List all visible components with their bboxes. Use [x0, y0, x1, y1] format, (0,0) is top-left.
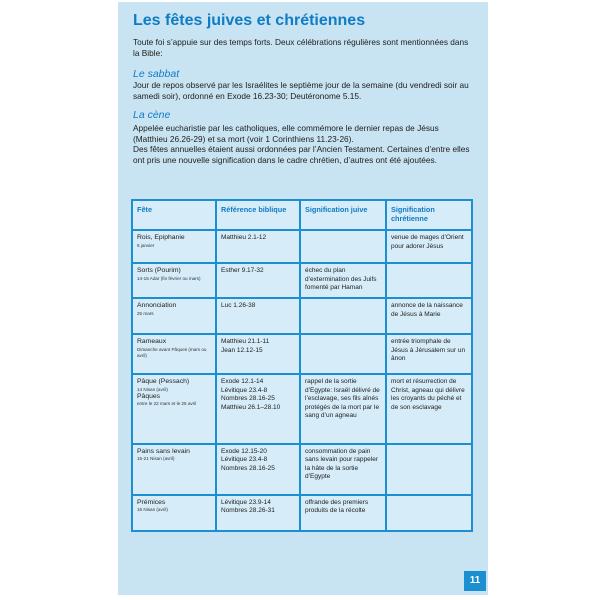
cell-reference: Esther 9.17-32 — [216, 263, 300, 298]
cell-fete — [132, 444, 216, 495]
cell-reference: Lévitique 23.9-14 Nombres 28.26-31 — [216, 495, 300, 531]
column-header-juive: Signification juive — [300, 200, 386, 230]
table-row — [132, 298, 472, 334]
table-body — [132, 230, 472, 531]
table-header-row — [132, 200, 472, 230]
feasts-table — [131, 199, 473, 532]
cell-fete — [132, 230, 216, 263]
column-header-chretienne: Signification chrétienne — [386, 200, 472, 230]
cell-signification-chretienne — [386, 495, 472, 531]
annual-feasts-paragraph: Des fêtes annuelles étaient aussi ordonnées par l’Ancien Testament. Certaines d’entre elles ont pris une nouvelle signification dans le cadre chrétien, d’autres ont été ajoutées. — [133, 144, 470, 165]
feast-name: Pâque (Pessach) — [137, 378, 190, 386]
feast-date: 14 Nisan (avril) — [137, 386, 168, 392]
cell-fete — [132, 298, 216, 334]
cell-signification-juive: consommation de pain sans levain pour rappeler la hâte de la sortie d’Egypte — [300, 444, 386, 495]
section-heading-sabbat: Le sabbat — [133, 68, 180, 80]
feast-name: Pains sans levain — [137, 447, 190, 455]
cell-fete — [132, 374, 216, 443]
cell-signification-chretienne — [386, 263, 472, 298]
feast-date: 16 Nisan (avril) — [137, 507, 168, 513]
cell-signification-juive — [300, 230, 386, 263]
table-row — [132, 334, 472, 374]
cell-reference: Exode 12.15-20 Lévitique 23.4-8 Nombres 28.16-25 — [216, 444, 300, 495]
cell-signification-juive: échec du plan d’extermination des Juifs fomenté par Haman — [300, 263, 386, 298]
cell-reference: Luc 1.26-38 — [216, 298, 300, 334]
table-row — [132, 374, 472, 443]
feast-date: Dimanche avant Pâques (mars ou avril) — [137, 346, 207, 358]
cell-signification-chretienne: mort et résurrection de Christ, agneau qui délivre les croyants du péché et de son esclavage — [386, 374, 472, 443]
feast-name: Annonciation — [137, 302, 177, 310]
cell-fete — [132, 263, 216, 298]
feast-date: 15-21 Nisan (avril) — [137, 456, 175, 462]
table-row — [132, 230, 472, 263]
feast-date: 6 janvier — [137, 242, 155, 248]
section-heading-cene: La cène — [133, 109, 171, 121]
feast-date: 25 mars — [137, 310, 154, 316]
section-text-sabbat: Jour de repos observé par les Israélites le septième jour de la semaine (du vendredi soir au samedi soir), ordonné en Exode 16.23-30; Deutéronome 5.15. — [133, 80, 469, 101]
table-row — [132, 444, 472, 495]
feast-name: Pâques — [137, 392, 161, 400]
feast-name: Rameaux — [137, 338, 167, 346]
feast-name: Sorts (Pourim) — [137, 267, 181, 275]
intro-paragraph: Toute foi s’appuie sur des temps forts. Deux célébrations régulières sont mentionnées dans la Bible: — [133, 37, 469, 58]
cene-paragraph: Appelée eucharistie par les catholiques, elle commémore le dernier repas de Jésus (Matthieu 26.26-29) et sa mort (voir 1 Corinthiens 11.23-26). — [133, 123, 439, 144]
section-text-cene — [133, 123, 473, 165]
table-row — [132, 263, 472, 298]
cell-fete — [132, 334, 216, 374]
cell-reference: Matthieu 21.1-11 Jean 12.12-15 — [216, 334, 300, 374]
cell-fete — [132, 495, 216, 531]
cell-signification-chretienne — [386, 444, 472, 495]
cell-signification-juive — [300, 298, 386, 334]
feast-date: 14-15 Adar (fin février ou mars) — [137, 275, 201, 281]
page-number: 11 — [464, 571, 486, 591]
cell-signification-chretienne: entrée triomphale de Jésus à Jérusalem sur un ânon — [386, 334, 472, 374]
cell-signification-juive: offrande des premiers produits de la récolte — [300, 495, 386, 531]
cell-reference: Exode 12.1-14 Lévitique 23.4-8 Nombres 28.16-25 Matthieu 26.1–28.10 — [216, 374, 300, 443]
page-title: Les fêtes juives et chrétiennes — [133, 12, 366, 29]
cell-reference: Matthieu 2.1-12 — [216, 230, 300, 263]
cell-signification-chretienne: annonce de la naissance de Jésus à Marie — [386, 298, 472, 334]
table-row — [132, 495, 472, 531]
cell-signification-juive: rappel de la sortie d’Egypte: Israël délivré de l’esclavage, ses fils aînés protégés de la mort par le sang d’un agneau — [300, 374, 386, 443]
cell-signification-chretienne: venue de mages d’Orient pour adorer Jésus — [386, 230, 472, 263]
cell-signification-juive — [300, 334, 386, 374]
feast-name: Rois, Epiphanie — [137, 234, 185, 241]
feast-date: entre le 22 mars et le 25 avril — [137, 401, 197, 407]
column-header-fete: Fête — [132, 200, 216, 230]
column-header-reference: Référence biblique — [216, 200, 300, 230]
feast-name: Prémices — [137, 498, 166, 506]
